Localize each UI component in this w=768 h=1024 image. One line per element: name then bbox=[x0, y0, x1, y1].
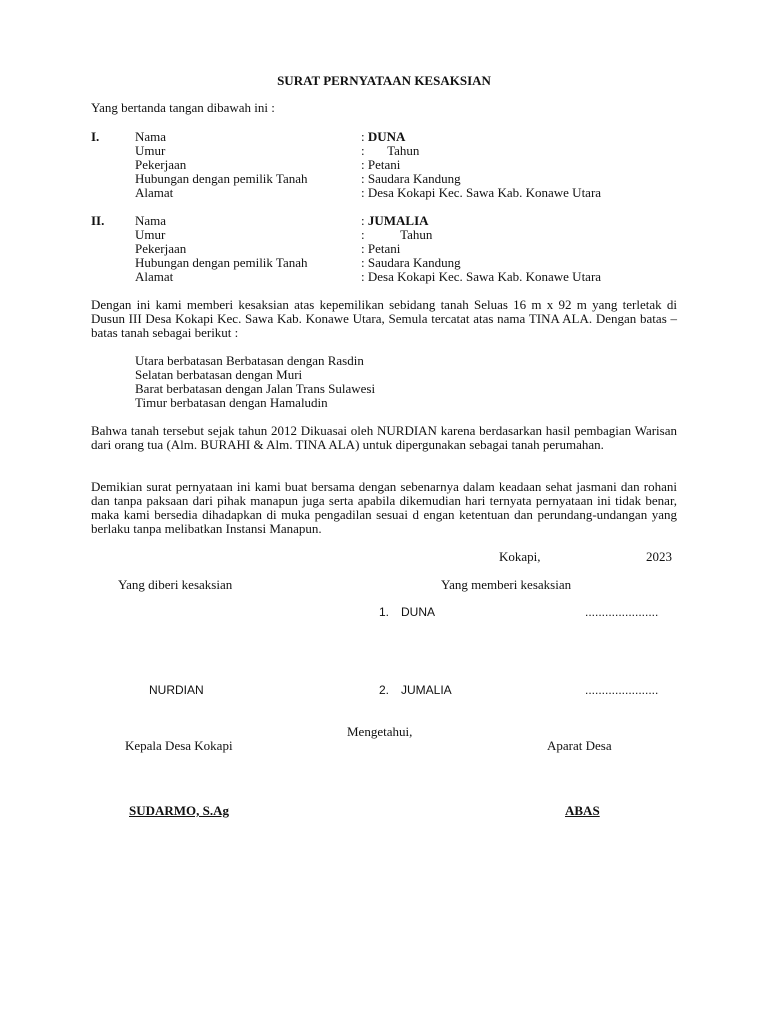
receiver-heading: Yang diberi kesaksian bbox=[118, 577, 233, 592]
intro-text: Yang bertanda tangan dibawah ini : bbox=[91, 100, 275, 115]
field-value: : Desa Kokapi Kec. Sawa Kab. Konawe Utara bbox=[361, 185, 602, 200]
field-value: : JUMALIA bbox=[361, 213, 429, 228]
ownership-paragraph: Bahwa tanah tersebut sejak tahun 2012 Dikuasai oleh NURDIAN karena berdasarkan hasil pembagian Warisan dari orang tua (Alm. BURAHI & Alm. TINA ALA) untuk dipergunakan sebagai tanah perumahan. bbox=[91, 423, 677, 452]
closing-paragraph: Demikian surat pernyataan ini kami buat bersama dengan sebenarnya dalam keadaan sehat jasmani dan rohani dan tanpa paksaan dari pihak manapun juga serta apabila dikemudian hari ternyata pernyataan ini tidak benar, maka kami bersedia dihadapkan di muka pengadilan sesuai d engan ketentuan dan perundang-undangan yang berlaku tanpa melibatkan Instansi Manapun. bbox=[91, 479, 677, 536]
field-label: Pekerjaan bbox=[135, 241, 187, 256]
witness-1-row-relation bbox=[0, 172, 768, 186]
official-name: ABAS bbox=[565, 803, 600, 818]
witness-1-row-address bbox=[0, 186, 768, 200]
place-label: Kokapi, bbox=[499, 549, 541, 564]
field-label: Pekerjaan bbox=[135, 157, 187, 172]
boundary-north: Utara berbatasan Berbatasan dengan Rasdin bbox=[135, 353, 364, 368]
boundary-east: Timur berbatasan dengan Hamaludin bbox=[135, 395, 328, 410]
field-value: : Tahun bbox=[361, 143, 420, 158]
field-value: : Tahun bbox=[361, 227, 433, 242]
field-label: Hubungan dengan pemilik Tanah bbox=[135, 171, 308, 186]
giver-heading: Yang memberi kesaksian bbox=[441, 577, 572, 592]
giver-1-signature-line: ...................... bbox=[585, 605, 659, 619]
witness-1-number: I. bbox=[91, 129, 100, 144]
field-label: Umur bbox=[135, 227, 166, 242]
witness-1-row-job bbox=[0, 158, 768, 172]
village-head-name: SUDARMO, S.Ag bbox=[129, 803, 230, 818]
field-label: Alamat bbox=[135, 185, 174, 200]
giver-2-name: JUMALIA bbox=[401, 683, 452, 697]
giver-1-index: 1. bbox=[379, 605, 390, 619]
witness-1-row-name bbox=[0, 130, 768, 144]
witness-2-row-name bbox=[0, 214, 768, 228]
witness-2-row-address bbox=[0, 270, 768, 284]
witness-1-name: DUNA bbox=[367, 129, 406, 144]
witness-1-row-age bbox=[0, 144, 768, 158]
witness-2-number: II. bbox=[91, 213, 105, 228]
witness-2-row-age bbox=[0, 228, 768, 242]
witness-2-row-relation bbox=[0, 256, 768, 270]
field-value: : Petani bbox=[361, 157, 401, 172]
official-title: Aparat Desa bbox=[547, 738, 612, 753]
year-label: 2023 bbox=[646, 549, 672, 564]
village-head-title: Kepala Desa Kokapi bbox=[125, 738, 233, 753]
boundary-south: Selatan berbatasan dengan Muri bbox=[135, 367, 303, 382]
boundary-west: Barat berbatasan dengan Jalan Trans Sulawesi bbox=[135, 381, 376, 396]
land-description-paragraph: Dengan ini kami memberi kesaksian atas kepemilikan sebidang tanah Seluas 16 m x 92 m yang terletak di Dusun III Desa Kokapi Kec. Sawa Kab. Konawe Utara, Semula tercatat atas nama TINA ALA. Dengan batas – batas tanah sebagai berikut : bbox=[91, 297, 677, 340]
field-value: : DUNA bbox=[361, 129, 406, 144]
field-value: : Desa Kokapi Kec. Sawa Kab. Konawe Utara bbox=[361, 269, 602, 284]
field-value: : Saudara Kandung bbox=[361, 171, 461, 186]
giver-2-index: 2. bbox=[379, 683, 390, 697]
field-label: Alamat bbox=[135, 269, 174, 284]
field-label: Nama bbox=[135, 129, 167, 144]
giver-2-signature-line: ...................... bbox=[585, 683, 659, 697]
document-title: SURAT PERNYATAAN KESAKSIAN bbox=[277, 73, 491, 88]
acknowledged-label: Mengetahui, bbox=[347, 724, 413, 739]
field-label: Nama bbox=[135, 213, 167, 228]
field-value: : Saudara Kandung bbox=[361, 255, 461, 270]
giver-1-name: DUNA bbox=[401, 605, 436, 619]
field-label: Hubungan dengan pemilik Tanah bbox=[135, 255, 308, 270]
witness-2-name: JUMALIA bbox=[367, 213, 429, 228]
receiver-name: NURDIAN bbox=[149, 683, 204, 697]
witness-2-row-job bbox=[0, 242, 768, 256]
field-label: Umur bbox=[135, 143, 166, 158]
field-value: : Petani bbox=[361, 241, 401, 256]
